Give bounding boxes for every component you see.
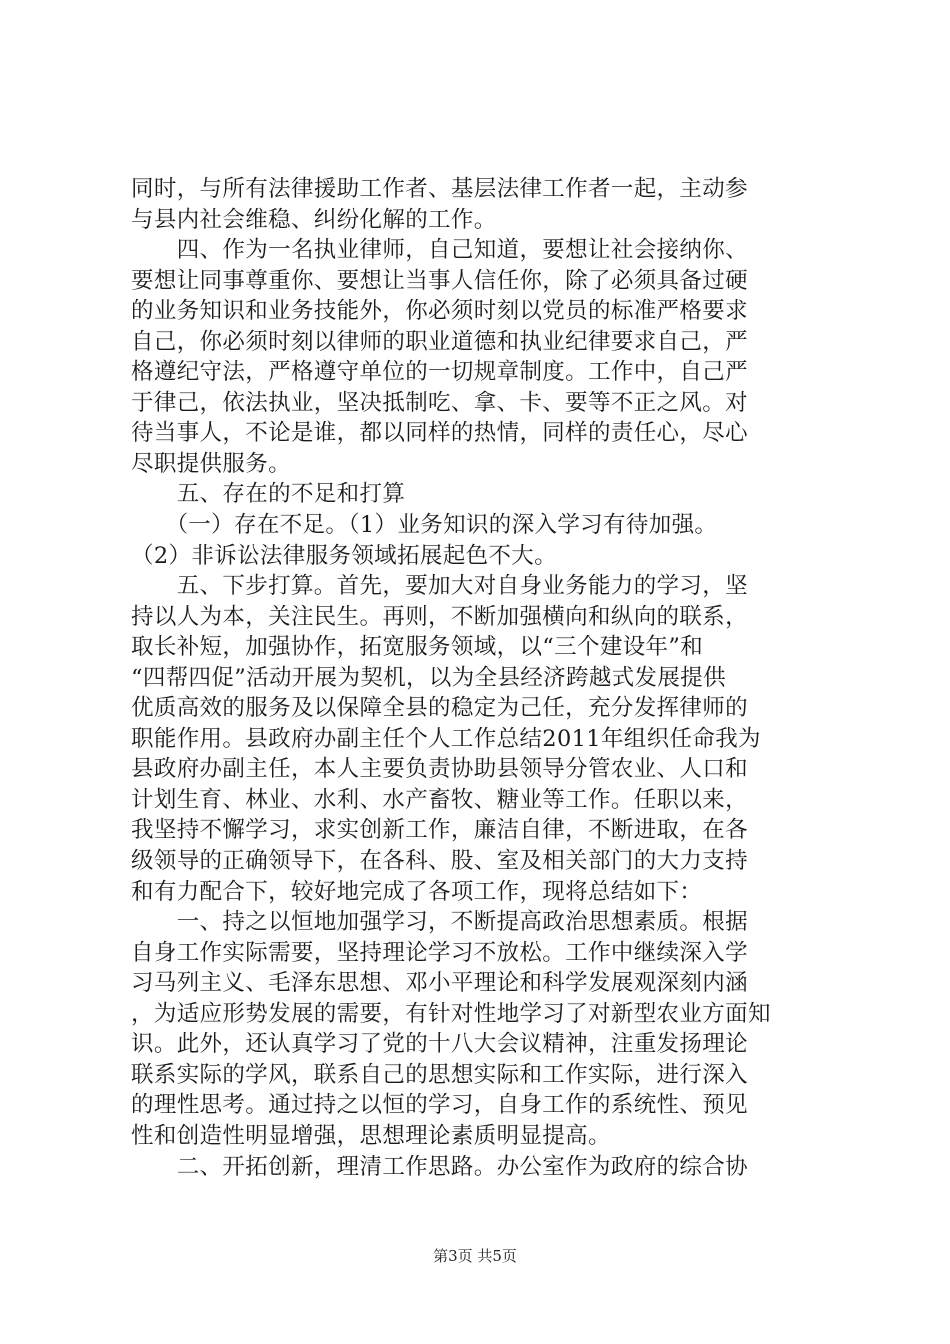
text-line: 格遵纪守法，严格遵守单位的一切规章制度。工作中，自己严	[131, 359, 748, 386]
text-line: 级领导的正确领导下，在各科、股、室及相关部门的大力支持	[131, 848, 748, 875]
text-line: 的业务知识和业务技能外，你必须时刻以党员的标准严格要求	[131, 298, 748, 325]
page-footer: 第3页 共5页	[433, 1247, 517, 1265]
text-line: 自身工作实际需要，坚持理论学习不放松。工作中继续深入学	[131, 939, 748, 966]
text-line: “四帮四促”活动开展为契机，以为全县经济跨越式发展提供	[131, 664, 726, 691]
text-line: （一）存在不足。（1）业务知识的深入学习有待加强。	[131, 512, 718, 539]
text-line: ，为适应形势发展的需要，有针对性地学习了对新型农业方面知	[131, 1000, 771, 1027]
text-line: 性和创造性明显增强，思想理论素质明显提高。	[131, 1122, 611, 1149]
text-line: 县政府办副主任，本人主要负责协助县领导分管农业、人口和	[131, 756, 748, 783]
text-line: 与县内社会维稳、纠纷化解的工作。	[131, 206, 497, 233]
text-line: 同时，与所有法律援助工作者、基层法律工作者一起，主动参	[131, 176, 748, 202]
text-line: 四、作为一名执业律师，自己知道，要想让社会接纳你、	[131, 237, 748, 264]
text-line: 五、下步打算。首先，要加大对自身业务能力的学习，坚	[131, 573, 748, 600]
text-line: 待当事人，不论是谁，都以同样的热情，同样的责任心，尽心	[131, 420, 748, 447]
text-line: 优质高效的服务及以保障全县的稳定为己任，充分发挥律师的	[131, 695, 748, 722]
text-line: 要想让同事尊重你、要想让当事人信任你，除了必须具备过硬	[131, 267, 748, 294]
text-line: 职能作用。县政府办副主任个人工作总结2011年组织任命我为	[131, 725, 761, 752]
text-line: 持以人为本，关注民生。再则，不断加强横向和纵向的联系，	[131, 603, 748, 630]
text-line: 联系实际的学风，联系自己的思想实际和工作实际，进行深入	[131, 1061, 748, 1088]
body-text	[131, 174, 831, 1182]
text-line: 于律己，依法执业，坚决抵制吃、拿、卡、要等不正之风。对	[131, 389, 748, 416]
text-line: 二、开拓创新，理清工作思路。办公室作为政府的综合协	[131, 1153, 748, 1180]
text-line: 一、持之以恒地加强学习，不断提高政治思想素质。根据	[131, 909, 748, 936]
text-line: 计划生育、林业、水利、水产畜牧、糖业等工作。任职以来，	[131, 786, 748, 813]
text-line: 自己，你必须时刻以律师的职业道德和执业纪律要求自己，严	[131, 328, 748, 355]
text-line: 我坚持不懈学习，求实创新工作，廉洁自律，不断进取，在各	[131, 817, 748, 844]
text-line: 习马列主义、毛泽东思想、邓小平理论和科学发展观深刻内涵	[131, 970, 748, 997]
text-line: 尽职提供服务。	[131, 450, 291, 477]
text-line: 和有力配合下，较好地完成了各项工作，现将总结如下：	[131, 878, 703, 905]
text-line: 的理性思考。通过持之以恒的学习，自身工作的系统性、预见	[131, 1092, 748, 1119]
text-line: 五、存在的不足和打算	[131, 481, 406, 508]
text-line: （2）非诉讼法律服务领域拓展起色不大。	[131, 542, 557, 569]
text-line: 识。此外，还认真学习了党的十八大会议精神，注重发扬理论	[131, 1031, 748, 1058]
text-line: 取长补短，加强协作，拓宽服务领域，以“三个建设年”和	[131, 634, 704, 661]
